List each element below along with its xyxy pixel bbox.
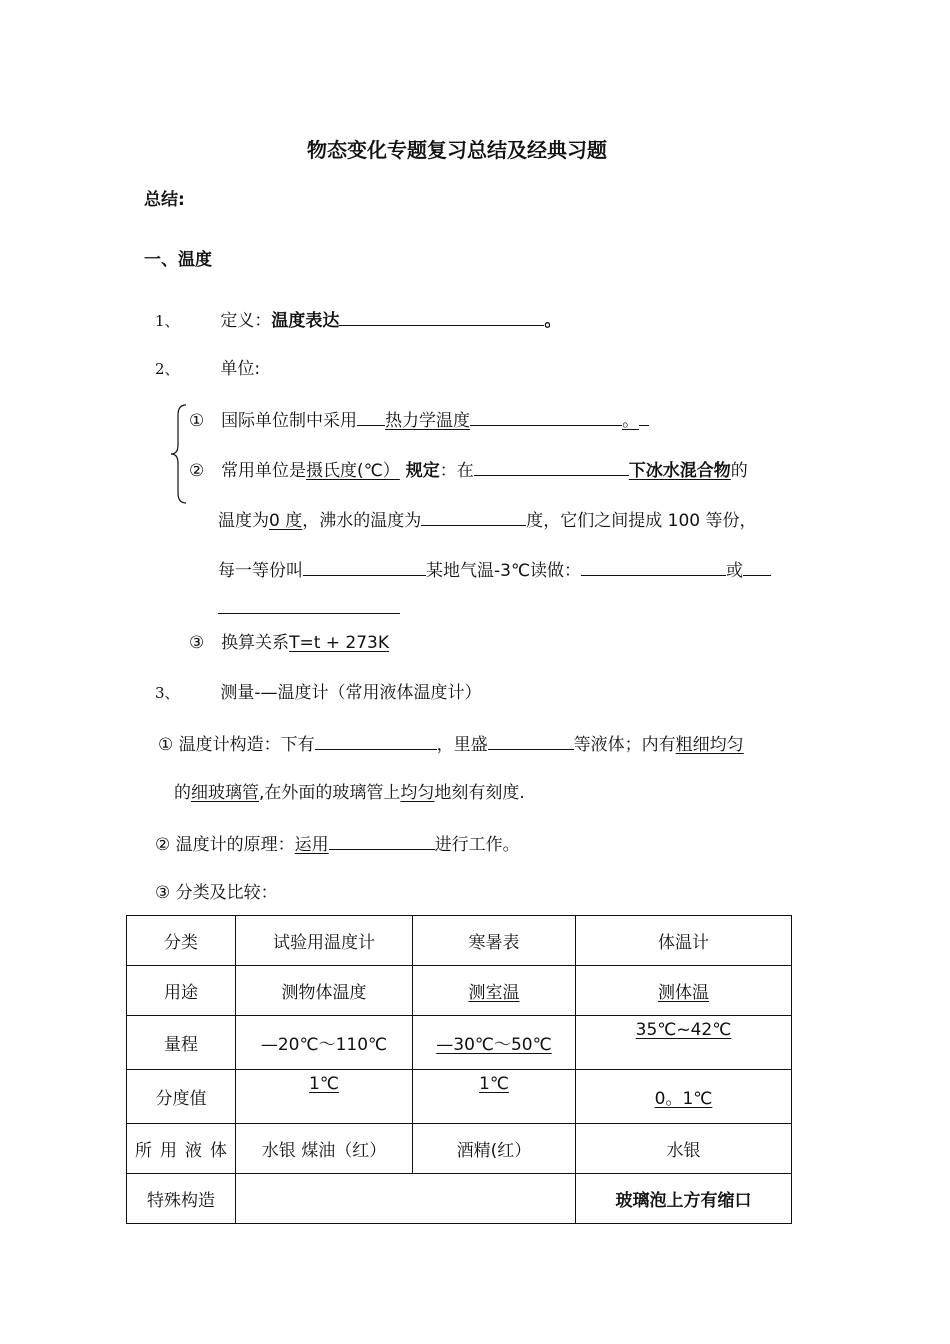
item-number: 1、 <box>155 312 180 330</box>
cell-text: 0。1℃ <box>654 1089 713 1109</box>
table-cell: 测物体温度 <box>236 966 413 1016</box>
glass-tube-text: 细玻璃管 <box>191 783 259 803</box>
subitem-text: 国际单位制中采用 <box>221 411 358 431</box>
table-cell: 体温计 <box>576 916 792 966</box>
cell-text: 35℃~42℃ <box>635 1020 732 1040</box>
line-glass-tube <box>174 782 525 804</box>
table-row <box>127 1174 792 1224</box>
table-cell: 试验用温度计 <box>236 916 413 966</box>
uniform-text: 均匀 <box>400 783 435 803</box>
text-segment: ② 温度计的原理： <box>155 835 295 855</box>
text-segment: ，里盛 <box>436 735 488 755</box>
table-cell <box>413 1016 576 1070</box>
item-label: 单位: <box>220 359 261 379</box>
answer-blank[interactable] <box>474 458 629 476</box>
cell-text: 测体温 <box>658 983 709 1003</box>
table-cell: 水银 <box>576 1124 792 1174</box>
table-cell: 所用液体 <box>127 1124 236 1174</box>
text-segment: ,在外面的玻璃管上 <box>259 783 401 803</box>
answer-blank[interactable] <box>303 558 426 576</box>
item-measurement <box>155 682 482 704</box>
circle-number: ① <box>189 411 205 431</box>
line-thermometer-structure <box>158 732 744 756</box>
table-cell: 酒精(红） <box>413 1124 576 1174</box>
circle-number: ② <box>189 461 205 481</box>
item-label: 定义： <box>220 311 272 331</box>
answer-blank[interactable] <box>218 596 400 614</box>
answer-blank[interactable] <box>581 558 726 576</box>
text-segment: 每一等份叫 <box>218 561 303 581</box>
zero-degree: 0 度 <box>269 511 303 531</box>
thermometer-comparison-table <box>126 915 792 1224</box>
line-boiling-point <box>218 508 757 532</box>
answer-text: 热力学温度 <box>385 411 471 431</box>
use-text: 运用 <box>294 835 329 855</box>
table-row <box>127 916 792 966</box>
item-definition <box>155 308 561 332</box>
cell-text: 1℃ <box>479 1074 509 1094</box>
text-segment: 等液体；内有 <box>573 735 676 755</box>
subitem-si-unit <box>189 408 649 432</box>
item-number: 2、 <box>155 360 180 378</box>
text-segment: ，沸水的温度为 <box>302 511 422 531</box>
text-segment: 某地气温-3℃读做： <box>426 561 582 581</box>
answer-blank[interactable] <box>470 408 622 426</box>
line-each-division <box>218 558 771 582</box>
uniform-text: 粗细均匀 <box>675 735 744 755</box>
table-cell <box>236 1070 413 1124</box>
conversion-formula: T=t + 273K <box>289 633 390 653</box>
text-segment: 进行工作。 <box>434 835 520 855</box>
table-cell <box>576 966 792 1016</box>
table-cell: 分度值 <box>127 1070 236 1124</box>
table-cell: 玻璃泡上方有缩口 <box>576 1174 792 1224</box>
section-heading-temperature: 一、温度 <box>144 250 212 270</box>
unit-text: 摄氏度(℃） <box>306 461 400 481</box>
item-bold-text: 温度表达 <box>271 311 340 331</box>
table-row <box>127 966 792 1016</box>
answer-blank[interactable] <box>339 308 544 326</box>
item-label: 测量-—温度计（常用液体温度计） <box>220 683 482 703</box>
subitem-text: 常用单位是 <box>221 461 307 481</box>
subitem-common-unit <box>189 458 748 482</box>
page-title: 物态变化专题复习总结及经典习题 <box>307 138 607 162</box>
table-cell <box>576 1070 792 1124</box>
rule-at: ：在 <box>439 461 474 481</box>
table-cell: 分类 <box>127 916 236 966</box>
text-segment: 的 <box>174 783 191 803</box>
table-row <box>127 1124 792 1174</box>
table-cell <box>413 966 576 1016</box>
table-cell: 用途 <box>127 966 236 1016</box>
text-segment: 温度为 <box>218 511 269 531</box>
circle-number: ③ <box>189 633 205 653</box>
table-cell <box>236 1174 576 1224</box>
text-segment: 度，它们之间提成 100 等份， <box>526 511 757 531</box>
item-unit <box>155 358 260 380</box>
answer-blank[interactable] <box>357 408 385 426</box>
period: 。 <box>622 411 640 431</box>
table-cell <box>576 1016 792 1070</box>
summary-heading: 总结: <box>144 190 185 210</box>
item-number: 3、 <box>155 684 180 702</box>
line-principle <box>155 832 520 856</box>
answer-blank[interactable] <box>488 732 574 750</box>
answer-blank[interactable] <box>329 832 435 850</box>
table-cell <box>413 1070 576 1124</box>
answer-blank[interactable] <box>315 732 437 750</box>
table-cell: 量程 <box>127 1016 236 1070</box>
text-segment: 地刻有刻度. <box>434 783 525 803</box>
subitem-conversion <box>189 632 389 654</box>
of-text: 的 <box>730 461 748 481</box>
subitem-text: 换算关系 <box>221 633 290 653</box>
table-cell: 水银 煤油（红） <box>236 1124 413 1174</box>
answer-blank[interactable] <box>743 558 771 576</box>
rule-label: 规定 <box>405 461 440 481</box>
line-continued-blank <box>218 596 400 620</box>
left-brace-icon <box>168 403 188 505</box>
text-segment: 或 <box>726 561 744 581</box>
text-segment: ① 温度计构造：下有 <box>158 735 315 755</box>
table-row <box>127 1070 792 1124</box>
answer-blank[interactable] <box>639 408 649 426</box>
table-row <box>127 1016 792 1070</box>
table-cell: —20℃～110℃ <box>236 1016 413 1070</box>
cell-text: 测室温 <box>468 983 520 1003</box>
period: 。 <box>544 311 562 331</box>
line-classification: ③ 分类及比较： <box>155 883 278 903</box>
answer-blank[interactable] <box>421 508 526 526</box>
table-cell: 寒暑表 <box>413 916 576 966</box>
table-cell: 特殊构造 <box>127 1174 236 1224</box>
cell-text: 1℃ <box>309 1074 339 1094</box>
cell-text: —30℃～50℃ <box>436 1035 552 1055</box>
ice-water-mixture: 下冰水混合物 <box>628 461 731 481</box>
